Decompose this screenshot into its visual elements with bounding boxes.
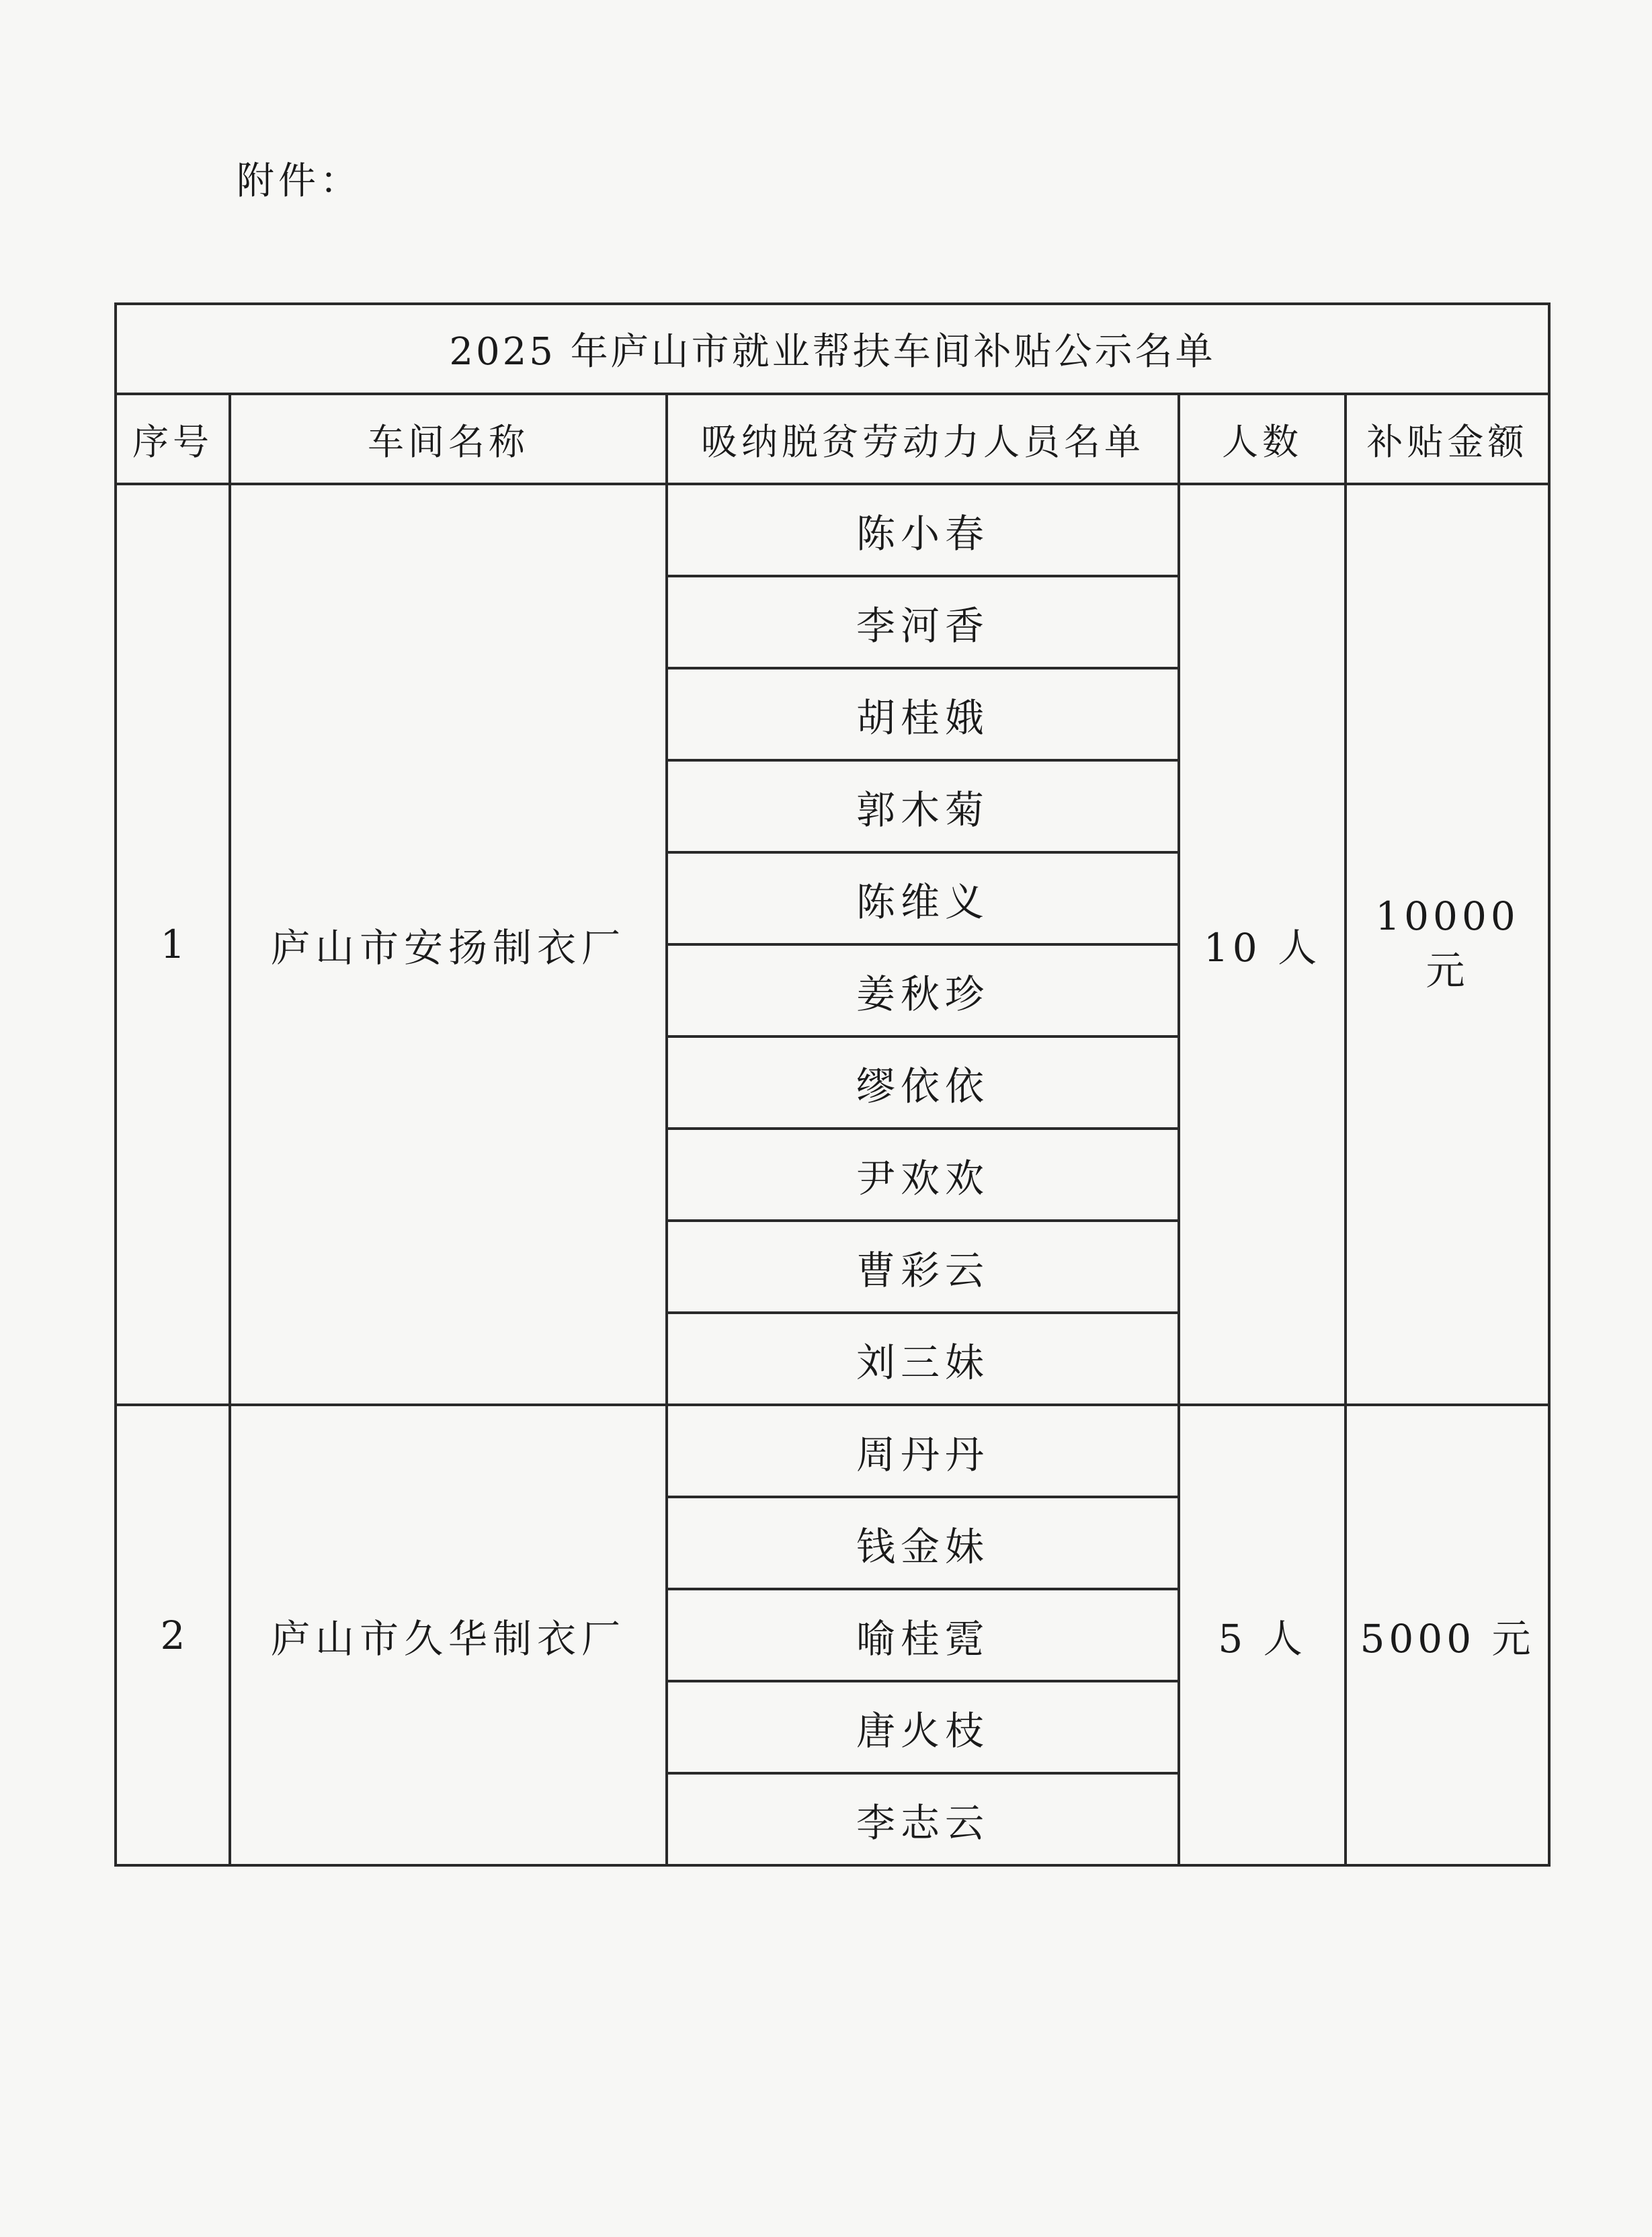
column-header-persons: 吸纳脱贫劳动力人员名单: [667, 394, 1179, 484]
subsidy-amount: 10000 元: [1346, 484, 1549, 1405]
column-header-amount: 补贴金额: [1346, 394, 1549, 484]
person-name: 李志云: [667, 1773, 1179, 1865]
person-name: 尹欢欢: [667, 1129, 1179, 1221]
table-title: 2025 年庐山市就业帮扶车间补贴公示名单: [116, 304, 1549, 394]
person-name: 唐火枝: [667, 1681, 1179, 1773]
group-seq: 1: [116, 484, 230, 1405]
person-name: 郭木菊: [667, 760, 1179, 852]
person-count: 5 人: [1179, 1405, 1346, 1865]
column-header-workshop: 车间名称: [230, 394, 667, 484]
attachment-label: 附件：: [237, 159, 362, 203]
person-name: 喻桂霓: [667, 1589, 1179, 1681]
table-row: [116, 484, 1549, 576]
table-row: [116, 1405, 1549, 1497]
column-header-seq: 序号: [116, 394, 230, 484]
person-count: 10 人: [1179, 484, 1346, 1405]
person-name: 李河香: [667, 576, 1179, 668]
column-header-count: 人数: [1179, 394, 1346, 484]
person-name: 陈维义: [667, 852, 1179, 944]
subsidy-amount: 5000 元: [1346, 1405, 1549, 1865]
person-name: 缪依依: [667, 1036, 1179, 1129]
workshop-name: 庐山市久华制衣厂: [230, 1405, 667, 1865]
group-seq: 2: [116, 1405, 230, 1865]
person-name: 姜秋珍: [667, 944, 1179, 1036]
person-name: 周丹丹: [667, 1405, 1179, 1497]
person-name: 钱金妹: [667, 1497, 1179, 1589]
table-header-row: [116, 394, 1549, 484]
workshop-name: 庐山市安扬制衣厂: [230, 484, 667, 1405]
person-name: 胡桂娥: [667, 668, 1179, 760]
person-name: 曹彩云: [667, 1221, 1179, 1313]
person-name: 刘三妹: [667, 1313, 1179, 1405]
table-title-row: [116, 304, 1549, 394]
person-name: 陈小春: [667, 484, 1179, 576]
subsidy-notice-table: [114, 302, 1551, 1867]
